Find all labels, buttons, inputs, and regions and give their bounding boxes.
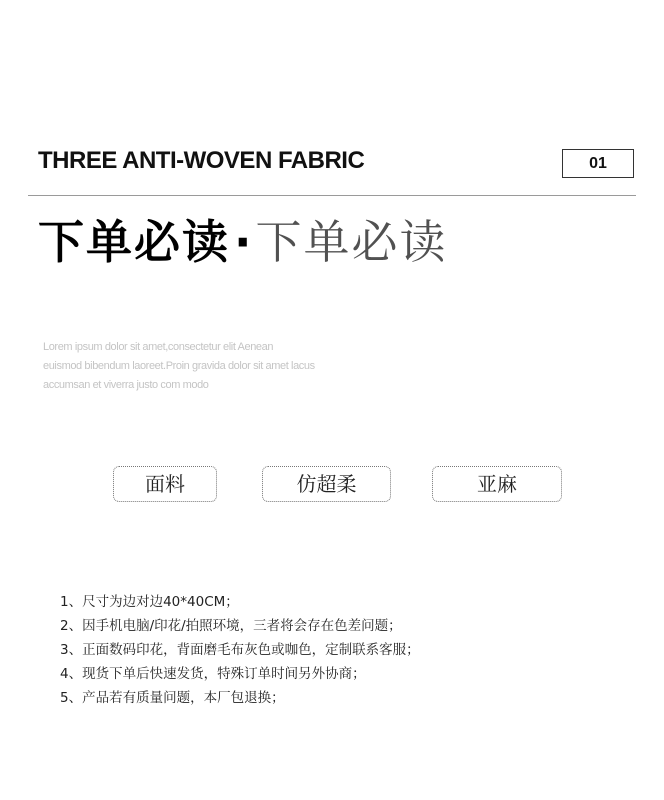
lorem-paragraph (43, 338, 343, 395)
tag-linen[interactable]: 亚麻 (432, 466, 562, 502)
list-item: 3、正面数码印花，背面磨毛布灰色或咖色，定制联系客服； (60, 642, 420, 658)
list-item: 2、因手机电脑/印花/拍照环境，三者将会存在色差问题； (60, 618, 402, 634)
page-number-badge: 01 (562, 149, 634, 178)
heading-bold: 下单必读 (38, 215, 230, 269)
heading-separator: · (234, 215, 252, 269)
list-item: 1、尺寸为边对边40*40CM； (60, 594, 239, 610)
lorem-line: accumsan et viverra justo com modo (43, 379, 209, 391)
page-heading (38, 212, 447, 272)
section-title: THREE ANTI-WOVEN FABRIC (38, 147, 365, 174)
tag-ultra-soft[interactable]: 仿超柔 (262, 466, 391, 502)
list-item: 4、现货下单后快速发货，特殊订单时间另外协商； (60, 666, 366, 682)
list-item: 5、产品若有质量问题，本厂包退换； (60, 690, 285, 706)
heading-light: 下单必读 (255, 215, 448, 269)
lorem-line: euismod bibendum laoreet.Proin gravida dolor sit amet lacus (43, 360, 315, 372)
lorem-line: Lorem ipsum dolor sit amet,consectetur elit Aenean (43, 341, 274, 353)
divider (28, 195, 636, 196)
tag-fabric[interactable]: 面料 (113, 466, 217, 502)
order-notes-list (60, 590, 420, 710)
